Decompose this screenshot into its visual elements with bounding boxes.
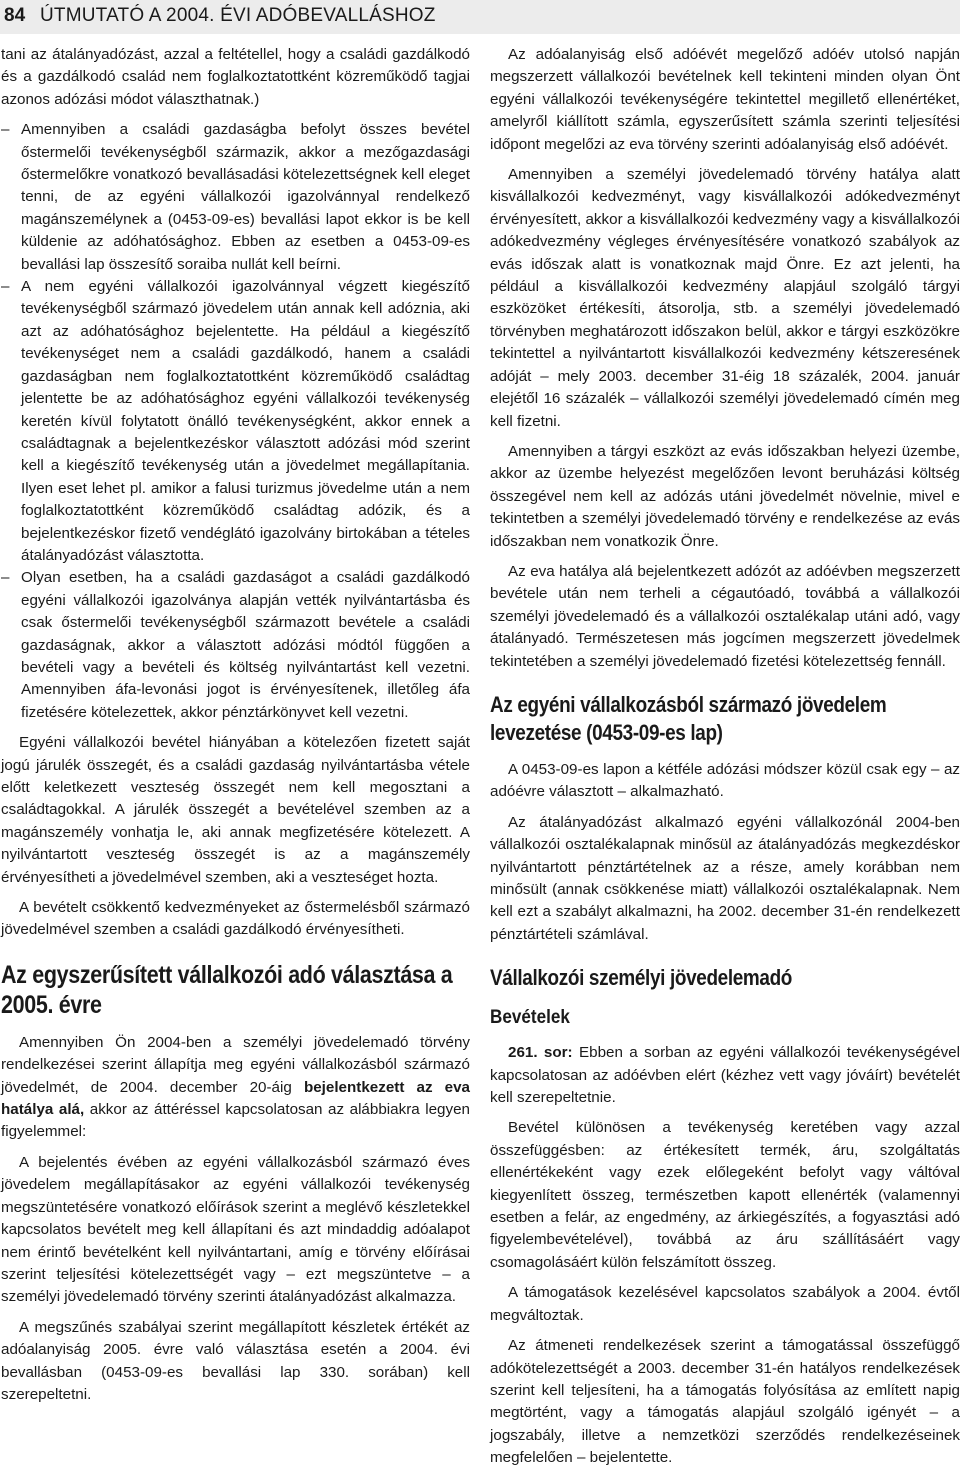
paragraph: Az adóalanyiság első adóévét megelőző adóév utolsó napján megszerzett vállalkozói bevételnek kell tekinteni minden olyan Önt egyéni vállalkozói tevékenységére tekintettel megillető ellenértéket, amelyről kiállított számla, egyszerűsített számla szerinti teljesítési időpont megelőzi az eva törvény szerinti adóalanyiság első adóévét. — [490, 46, 960, 153]
paragraph: Az átmeneti rendelkezések szerint a támogatással összefüggő adókötelezettségét a 2003. december 31-én hatályos rendelkezések szerint kell teljesíteni, ha a támogatás folyósítása az említett napig megtörtént, vagy a támogatás alapjául szolgáló igényét – a jogszabály, illetve a nemzetközi szerződés rendelkezéseinek megfelelően – bejelentette. — [490, 1337, 960, 1467]
section-heading-income: Az egyéni vállalkozásból származó jövedelem levezetése (0453-09-es lap) — [490, 691, 887, 745]
paragraph: Egyéni vállalkozói bevétel hiányában a kötelezően fizetett saját jogú járulék összegét, és a családi gazdaság nyilvántartásba vétele előtt keletkezett veszteség összegét nem kell megosztani a családtagokkal. A járulék összegét a bevételével szemben az a magánszemély vonhatja le, aki annak megfizetésére kötelezett. A nyilvántartott veszteség összegét is az a magánszemély érvényesítheti a jövedelmével szemben, aki a veszteséget hozta. — [1, 734, 470, 886]
paragraph-intro: tani az átalányadózást, azzal a feltétellel, hogy a családi gazdálkodó és a gazdálkodó család nem foglalkoztatottként közreműködő tagjai azonos adózási módot választhatnak.) — [1, 46, 470, 108]
page-header — [0, 0, 960, 34]
paragraph: A bejelentés évében az egyéni vállalkozásból származó éves jövedelem megállapításakor az egyéni vállalkozói tevékenység megszüntetésére vonatkozó előírások szerint a meglévő készletekkel kapcsolatos bevételt meg kell állapítani és azt mindaddig adóalapot nem érintő bevételként kell nyilvántartani, amíg e törvény előírásai szerint teljesítési kötelezettségét vagy – ezt megszüntetve – a személyi jövedelemadó törvény szerinti átalányadózást alkalmazza. — [1, 1153, 470, 1306]
section-heading-eva: Az egyszerűsített vállalkozói adó választása a 2005. évre — [1, 960, 453, 1019]
text-run: akkor az áttéréssel kapcsolatosan az alábbiakra legyen figyelemmel: — [1, 1101, 470, 1141]
paragraph: A bevételt csökkentő kedvezményeket az őstermelésből származó jövedelmével szemben a családi gazdálkodó érvényesítheti. — [1, 899, 470, 939]
paragraph: A támogatások kezelésével kapcsolatos szabályok a 2004. évtől megváltoztak. — [490, 1284, 960, 1324]
section-heading-personal-income-tax: Vállalkozói személyi jövedelemadó — [490, 965, 793, 991]
paragraph: Az átalányadózást alkalmazó egyéni vállalkozónál 2004-ben vállalkozói osztalékalapnak minősül az átalányadózás megkezdéskor nyilvántartott pénztártételnek az a része, amely korábban nem minősült (annak csökkenése miatt) vállalkozói osztalékalapnak. Nem kell ezt a szabályt alkalmazni, ha 2002. december 31-én rendelkezett pénztártételi számlával. — [490, 813, 960, 943]
bullet-text: Amennyiben a családi gazdaságba befolyt összes bevétel őstermelői tevékenységből származik, akkor a mezőgazdasági őstermelőkre vonatkozó bevallásadási kötelezettségnek kell eleget tenni, de az egyéni vállalkozói igazolvánnyal rendelkező magánszemélynek a (0453-09-es) bevallási lapot ekkor is be kell küldenie az adóhatósághoz. Ebben az esetben a 0453-09-es bevallási lap összesítő soraiba nullát kell beírni. — [21, 121, 470, 273]
subheading-revenues: Bevételek — [490, 1007, 570, 1029]
left-column — [1, 44, 470, 1414]
right-column — [490, 44, 960, 1478]
bullet-item — [1, 567, 470, 724]
dash-marker: – — [1, 121, 10, 139]
text-run: Amennyiben Ön 2004-ben a személyi jövedelemadó törvény rendelkezései szerint állapítja meg egyéni vállalkozásból származó jövedelmét, de 2004. december 20-áig — [1, 1033, 470, 1096]
dash-marker: – — [1, 569, 10, 587]
paragraph: Amennyiben a személyi jövedelemadó törvény hatálya alatt kisvállalkozói kedvezményt, vagy kisvállalkozói adókedvezményt érvényesített, akkor a kisvállalkozói kedvezmény vagy a kisvállalkozói adókedvezmény végleges érvényesítésére vonatkozó szabályok az evás időszak alatt is vonatkoznak majd Önre. Ez azt jelenti, ha például a kisvállalkozói kedvezmény alapjául szolgáló tárgyi eszközöket értékesíti, átsorolja, stb. a személyi jövedelemadó törvényben meghatározott időszakon belül, akkor e tárgyi eszközökre tekintettel a nyilvántartott kisvállalkozói kedvezmény kétszeresének adóját – mely 2003. december 31-éig 18 százalék, 2004. január elejétől 16 százalék – vállalkozói személyi jövedelemadó címén meg kell fizetni. — [490, 166, 960, 430]
bullet-text: A nem egyéni vállalkozói igazolvánnyal végzett kiegészítő tevékenységből származó jövedelem után annak kell adóznia, aki azt az adóhatósághoz bejelentette. Ha például a kiegészítő tevékenységet nem a családi gazdálkodó, hanem a családi gazdaságban nem foglalkoztatottként közreműködő családtag jelentette be az adóhatósághoz egyéni vállalkozói tevékenység keretén kívül folytatott önálló tevékenységként, akkor ennek a családtagnak a bejelentkezéskor választott adózási mód szerint kell a kiegészítő tevékenység után a jövedelmet megállapítania. Ilyen eset lehet pl. amikor a falusi turizmus jövedelme után a nem foglalkoztatottként közreműködő családtag adózik, és a bejelentkezéskor fizető vendéglátó igazolvány birtokában a tételes átalányadózást választotta. — [21, 278, 470, 564]
bold-text: bejelentkezett az eva hatálya alá, — [1, 1078, 470, 1119]
page-number: 84 — [4, 5, 26, 26]
paragraph: Amennyiben a tárgyi eszközt az evás időszakban helyezi üzembe, akkor az üzembe helyezést megelőzően levont beruházási költség összegével nem kell az adózás utáni jövedelmét növelnie, mivel e tekintetben a személyi jövedelemadó törvény e rendelkezése az evás időszakban nem vonatkozik Önre. — [490, 442, 960, 550]
paragraph: A 0453-09-es lapon a kétféle adózási módszer közül csak egy – az adóévre választott – alkalmazható. — [490, 760, 960, 801]
paragraph: Bevétel különösen a tevékenység keretében vagy azzal összefüggésben: az értékesített termék, áru, szolgáltatás ellenértékeként vagy ezek előlegeként befolyt vagy váltóval kiegyenlített összeg, természetben kapott ellenérték (valamennyi esetben a felár, az engedmény, az árkiegészítés, a fogyasztási adó figyelembevételével), továbbá az áru szállításáért vagy csomagolásáért külön felszámított összeg. — [490, 1119, 960, 1271]
running-title: ÚTMUTATÓ A 2004. ÉVI ADÓBEVALLÁSHOZ — [40, 5, 436, 26]
bullet-item — [1, 276, 470, 567]
text-run: Ebben a sorban az egyéni vállalkozói tevékenységével kapcsolatosan az adóévben elért (kézhez vett vagy jóváírt) bevételét kell szerepeltetnie. — [490, 1044, 960, 1107]
row-reference: 261. sor: — [508, 1044, 573, 1062]
paragraph: Az eva hatálya alá bejelentkezett adózót az adóévben megszerzett bevétele után nem terheli a cégautóadó, továbbá a vállalkozói személyi jövedelemadó és a vállalkozói osztalékalap utáni adó, vagy átalányadó. Természetesen más jogcímen megszerzett jövedelmek tekintetében a személyi jövedelemadó fizetési kötelezettség fennáll. — [490, 562, 960, 670]
paragraph — [1, 1032, 470, 1144]
dash-marker: – — [1, 278, 10, 296]
bullet-item — [1, 119, 470, 276]
paragraph — [490, 1042, 960, 1109]
bullet-text: Olyan esetben, ha a családi gazdaságot a családi gazdálkodó egyéni vállalkozói igazolványa alapján vették nyilvántartásba és csak őstermelői tevékenységből származott bevétele a családi gazdaságnak, akkor a választott adózási módtól függően a bevételi vagy a bevételi és költség nyilvántartást kell vezetni. Amennyiben áfa-levonási jogot is érvényesítenek, illetőleg áfa fizetésére kötelezettek, akkor pénztárkönyvet kell vezetni. — [21, 569, 470, 721]
paragraph: A megszűnés szabályai szerint megállapított készletek értékét az adóalanyiság 2005. évre való választása esetén a 2004. évi bevallásban (0453-09-es bevallási lap 330. sorában) kell szerepeltetni. — [1, 1318, 470, 1403]
